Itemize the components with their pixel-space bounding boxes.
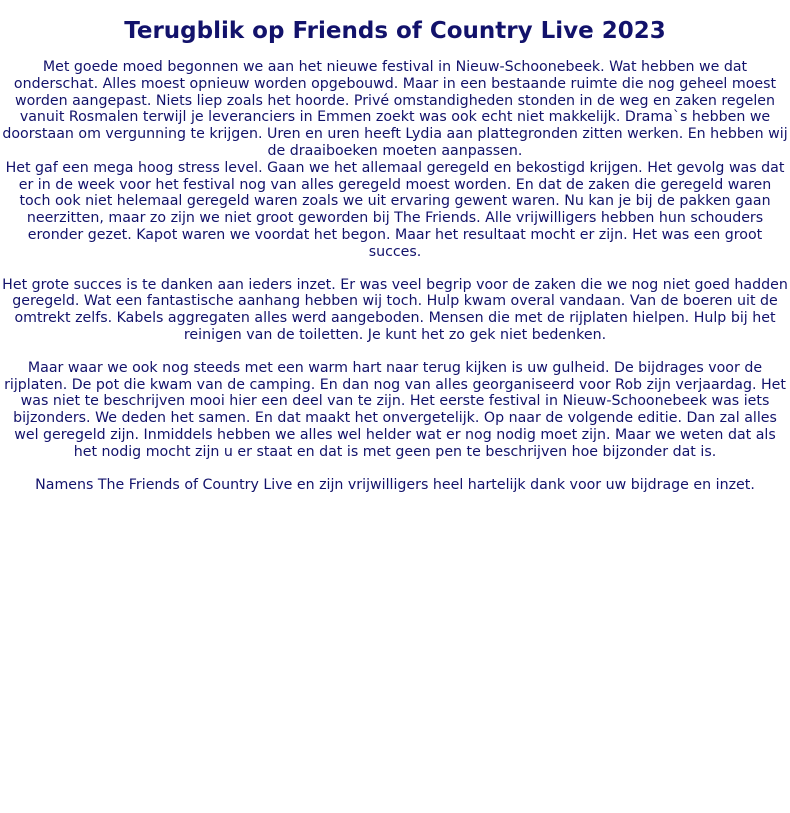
paragraph-thanks (2, 477, 788, 494)
paragraph-intro (2, 59, 788, 261)
paragraph-text: Maar waar we ook nog steeds met een warm hart naar terug kijken is uw gulheid. De bijdrages voor de rijplaten. De pot die kwam van de camping. En dan nog van alles georganiseerd voor Rob zijn verjaardag. Het was niet te beschrijven mooi hier een deel van te zijn. Het eerste festival in Nieuw-Schoonebeek was iets bijzonders. We deden het samen. En dat maakt het onvergetelijk. Op naar de volgende editie. Dan zal alles wel geregeld zijn. Inmiddels hebben we alles wel helder wat er nog nodig moet zijn. Maar we weten dat als het nodig mocht zijn u er staat en dat is met geen pen te beschrijven hoe bijzonder dat is. (4, 359, 786, 460)
paragraph-text: Het grote succes is te danken aan ieders inzet. Er was veel begrip voor de zaken die we nog niet goed hadden geregeld. Wat een fantastische aanhang hebben wij toch. Hulp kwam overal vandaan. Van de boeren uit de omtrekt zelfs. Kabels aggregaten alles werd aangeboden. Mensen die met de rijplaten hielpen. Hulp bij het reinigen van de toiletten. Je kunt het zo gek niet bedenken. (2, 276, 788, 343)
paragraph-text: Het gaf een mega hoog stress level. Gaan we het allemaal geregeld en bekostigd krijgen. Het gevolg was dat er in de week voor het festival nog van alles geregeld moest worden. En dat de zaken die geregeld waren toch ook niet helemaal geregeld waren zoals we uit ervaring gewent waren. Nu kan je bij de pakken gaan neerzitten, maar zo zijn we niet groot geworden bij The Friends. Alle vrijwilligers hebben hun schouders eronder gezet. Kapot waren we voordat het begon. Maar het resultaat mocht er zijn. Het was een groot succes. (5, 159, 785, 260)
paragraph-success (2, 277, 788, 344)
page-title: Terugblik op Friends of Country Live 2023 (124, 18, 666, 44)
paragraph-generosity (2, 360, 788, 461)
paragraph-text: Namens The Friends of Country Live en zijn vrijwilligers heel hartelijk dank voor uw bijdrage en inzet. (35, 476, 755, 493)
paragraph-text: Met goede moed begonnen we aan het nieuwe festival in Nieuw-Schoonebeek. Wat hebben we dat onderschat. Alles moest opnieuw worden opgebouwd. Maar in een bestaande ruimte die nog geheel moest worden aangepast. Niets liep zoals het hoorde. Privé omstandigheden stonden in de weg en zaken regelen vanuit Rosmalen terwijl je leveranciers in Emmen zoekt was ook echt niet makkelijk. Drama`s hebben we doorstaan om vergunning te krijgen. Uren en uren heeft Lydia aan plattegronden zitten werken. En hebben wij de draaiboeken moeten aanpassen. (2, 59, 788, 159)
